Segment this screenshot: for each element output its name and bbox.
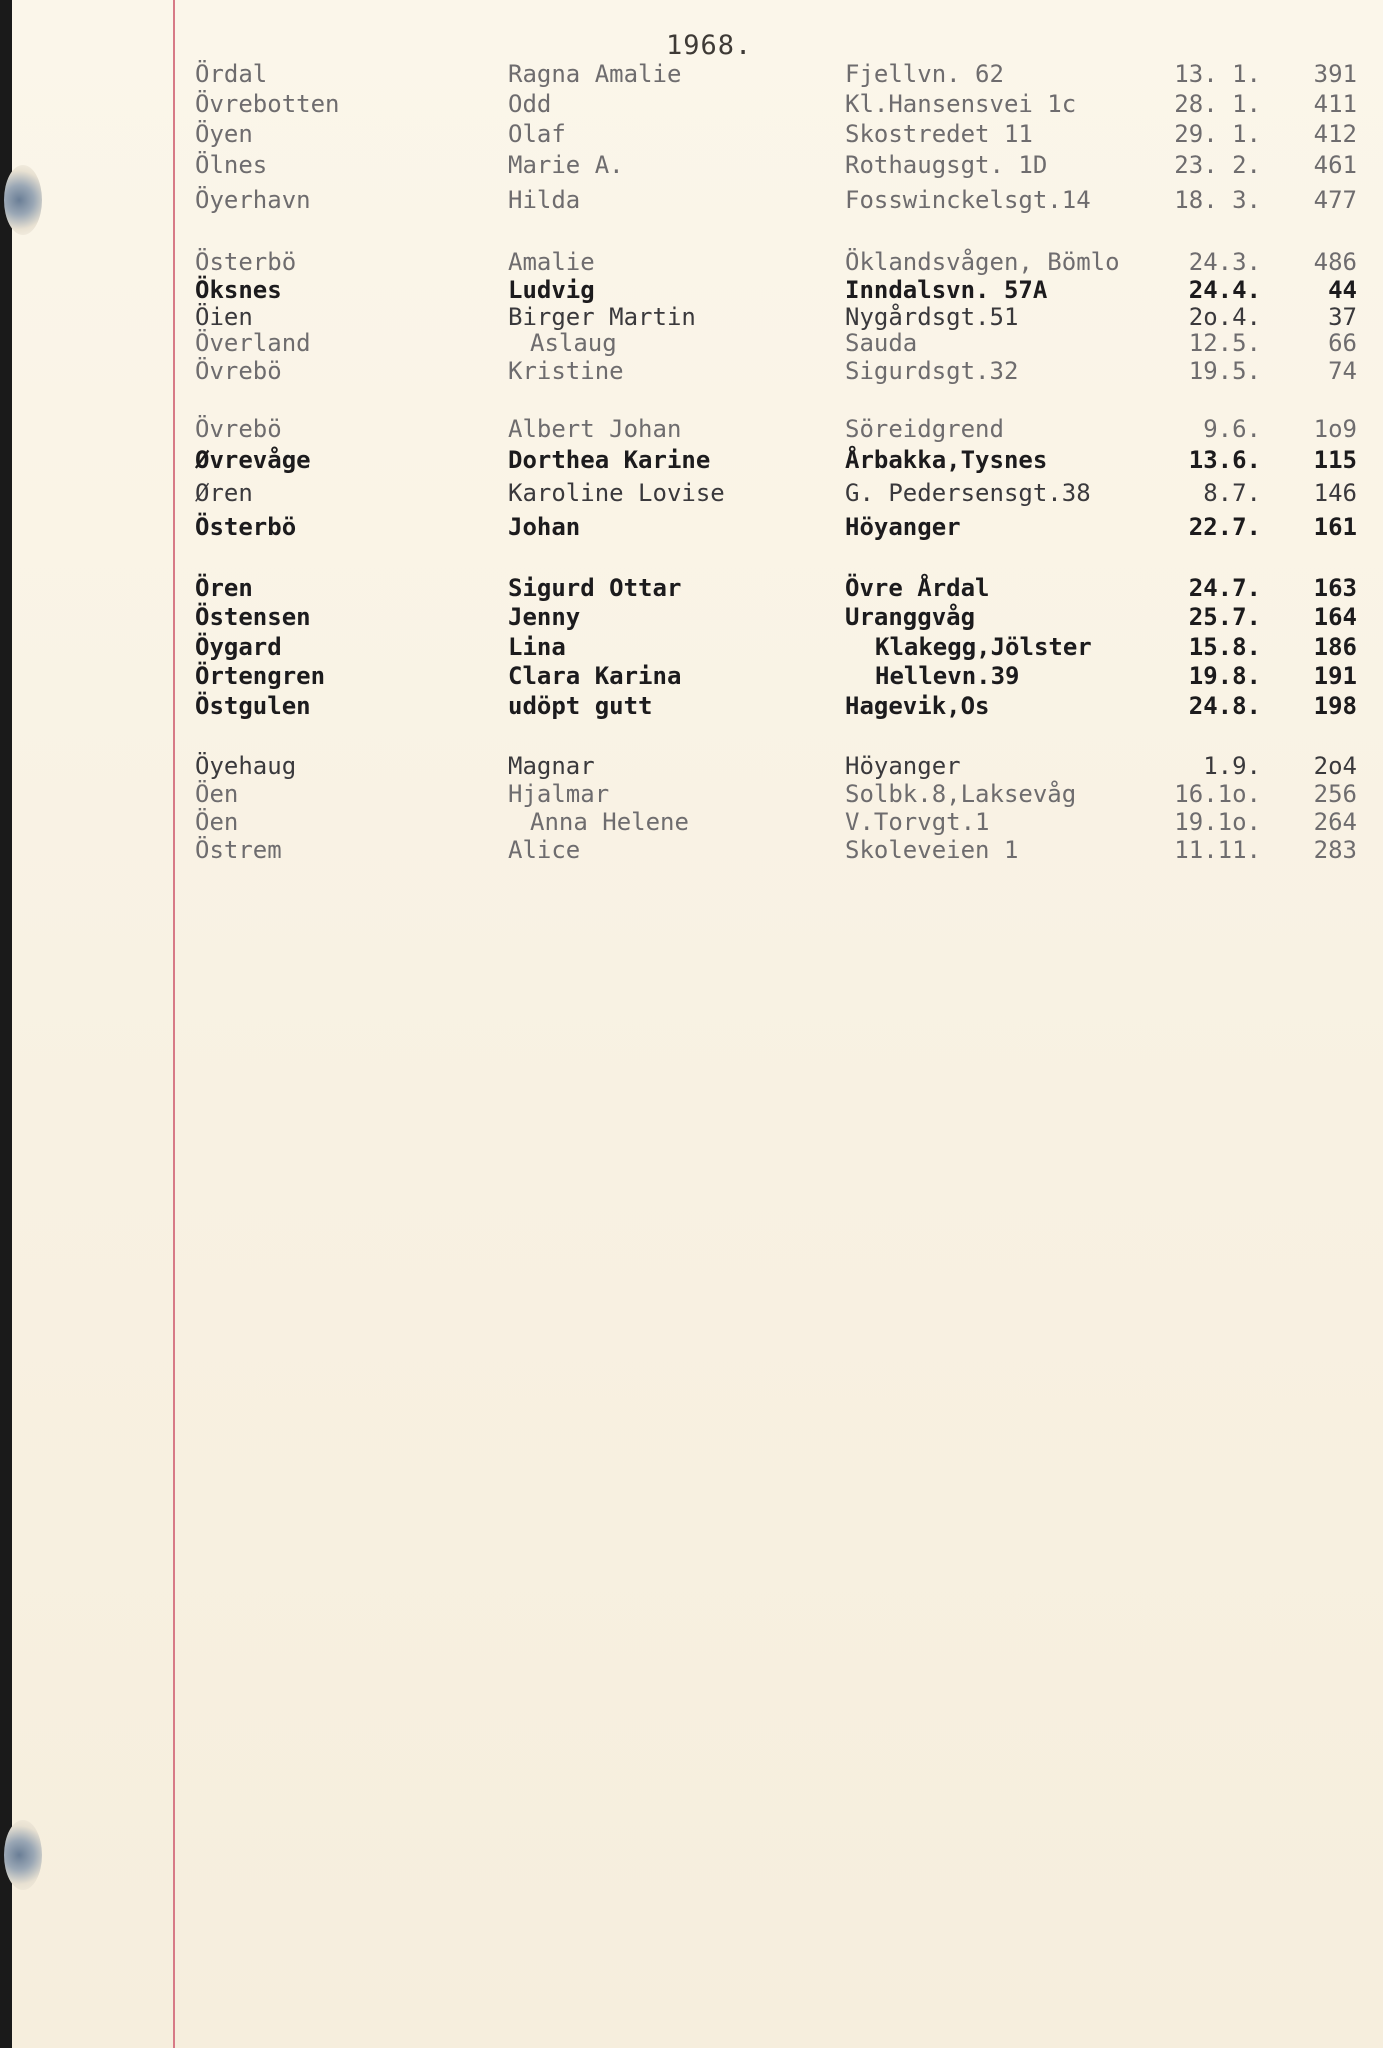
given-name: Kristine (508, 357, 624, 385)
address: Hagevik,Os (845, 692, 990, 720)
address: Höyanger (845, 513, 961, 541)
register-row (0, 329, 1360, 357)
register-row (0, 513, 1360, 541)
register-row (0, 836, 1360, 864)
entry-number: 2o4 (1313, 752, 1357, 780)
entry-number: 461 (1313, 151, 1357, 179)
register-row (0, 574, 1360, 602)
register-row (0, 692, 1360, 720)
given-name: Dorthea Karine (508, 446, 711, 474)
register-row (0, 303, 1360, 331)
date: 24.3. (1188, 248, 1261, 276)
entry-number: 186 (1313, 633, 1357, 661)
given-name: Hilda (508, 186, 581, 214)
surname: Öyehaug (195, 752, 297, 780)
date: 2o.4. (1188, 303, 1261, 331)
date: 16.1o. (1174, 780, 1261, 808)
date: 9.6. (1203, 415, 1261, 443)
given-name: Marie A. (508, 151, 624, 179)
address: Övre Årdal (845, 574, 990, 602)
given-name: Anna Helene (530, 808, 689, 836)
address: Nygårdsgt.51 (845, 303, 1019, 331)
surname: Övrebö (195, 415, 282, 443)
given-name: udöpt gutt (508, 692, 653, 720)
date: 18. 3. (1174, 186, 1261, 214)
date: 24.8. (1188, 692, 1261, 720)
surname: Övrebö (195, 357, 282, 385)
date: 15.8. (1188, 633, 1261, 661)
register-row (0, 446, 1360, 474)
address: Inndalsvn. 57A (845, 276, 1048, 304)
register-row (0, 248, 1360, 276)
entry-number: 256 (1313, 780, 1357, 808)
surname: Öygard (195, 633, 282, 661)
address: Söreidgrend (845, 415, 1004, 443)
date: 28. 1. (1174, 90, 1261, 118)
surname: Öyerhavn (195, 186, 311, 214)
surname: Överland (195, 329, 311, 357)
date: 1.9. (1203, 752, 1261, 780)
given-name: Sigurd Ottar (508, 574, 682, 602)
date: 29. 1. (1174, 120, 1261, 148)
date: 13. 1. (1174, 60, 1261, 88)
given-name: Olaf (508, 120, 566, 148)
date: 12.5. (1188, 329, 1261, 357)
address: Rothaugsgt. 1D (845, 151, 1048, 179)
surname: Östgulen (195, 692, 311, 720)
date: 11.11. (1174, 836, 1261, 864)
address: Fjellvn. 62 (845, 60, 1004, 88)
address: Öklandsvågen, Bömlo (845, 248, 1120, 276)
date: 25.7. (1188, 603, 1261, 631)
given-name: Lina (508, 633, 566, 661)
surname: Ördal (195, 60, 268, 88)
address: Hellevn.39 (875, 662, 1020, 690)
address: Sigurdsgt.32 (845, 357, 1019, 385)
entry-number: 283 (1313, 836, 1357, 864)
address: Skostredet 11 (845, 120, 1033, 148)
entry-number: 146 (1313, 479, 1357, 507)
register-row (0, 780, 1360, 808)
given-name: Albert Johan (508, 415, 682, 443)
given-name: Johan (508, 513, 581, 541)
surname: Øren (195, 479, 253, 507)
given-name: Odd (508, 90, 552, 118)
address: Fosswinckelsgt.14 (845, 186, 1091, 214)
given-name: Aslaug (530, 329, 617, 357)
surname: Öen (195, 780, 239, 808)
entry-number: 411 (1313, 90, 1357, 118)
date: 19.8. (1188, 662, 1261, 690)
register-row (0, 90, 1360, 118)
given-name: Birger Martin (508, 303, 696, 331)
register-row (0, 603, 1360, 631)
register-row (0, 60, 1360, 88)
surname: Ölnes (195, 151, 268, 179)
register-row (0, 752, 1360, 780)
register-row (0, 276, 1360, 304)
register-row (0, 120, 1360, 148)
date: 24.4. (1188, 276, 1261, 304)
register-row (0, 479, 1360, 507)
register-row (0, 808, 1360, 836)
address: Kl.Hansensvei 1c (845, 90, 1077, 118)
date: 24.7. (1188, 574, 1261, 602)
register-row (0, 415, 1360, 443)
address: Höyanger (845, 752, 961, 780)
entry-number: 486 (1313, 248, 1357, 276)
address: V.Torvgt.1 (845, 808, 990, 836)
surname: Ören (195, 574, 253, 602)
date: 19.5. (1188, 357, 1261, 385)
date: 13.6. (1188, 446, 1261, 474)
given-name: Karoline Lovise (508, 479, 725, 507)
entry-number: 198 (1313, 692, 1357, 720)
given-name: Jenny (508, 603, 581, 631)
surname: Øvrevåge (195, 446, 311, 474)
entry-number: 1o9 (1313, 415, 1357, 443)
entry-number: 264 (1313, 808, 1357, 836)
given-name: Magnar (508, 752, 595, 780)
entry-number: 115 (1313, 446, 1357, 474)
surname: Örtengren (195, 662, 326, 690)
register-row (0, 662, 1360, 690)
entry-number: 191 (1313, 662, 1357, 690)
surname: Östrem (195, 836, 282, 864)
entry-number: 37 (1328, 303, 1357, 331)
surname: Öien (195, 303, 253, 331)
address: Sauda (845, 329, 918, 357)
given-name: Ludvig (508, 276, 595, 304)
entry-number: 163 (1313, 574, 1357, 602)
surname: Östensen (195, 603, 311, 631)
date: 23. 2. (1174, 151, 1261, 179)
address: Uranggvåg (845, 603, 976, 631)
address: Skoleveien 1 (845, 836, 1019, 864)
year-heading: 1968. (666, 30, 753, 61)
address: Årbakka,Tysnes (845, 446, 1048, 474)
address: Klakegg,Jölster (875, 633, 1092, 661)
surname: Övrebotten (195, 90, 340, 118)
entry-number: 66 (1328, 329, 1357, 357)
surname: Österbö (195, 513, 297, 541)
surname: Öyen (195, 120, 253, 148)
punch-hole (4, 1820, 42, 1890)
surname: Öen (195, 808, 239, 836)
entry-number: 74 (1328, 357, 1357, 385)
date: 19.1o. (1174, 808, 1261, 836)
entry-number: 164 (1313, 603, 1357, 631)
entry-number: 412 (1313, 120, 1357, 148)
entry-number: 391 (1313, 60, 1357, 88)
register-row (0, 151, 1360, 179)
given-name: Alice (508, 836, 581, 864)
register-row (0, 357, 1360, 385)
date: 22.7. (1188, 513, 1261, 541)
address: G. Pedersensgt.38 (845, 479, 1091, 507)
given-name: Hjalmar (508, 780, 610, 808)
address: Solbk.8,Laksevåg (845, 780, 1077, 808)
entry-number: 161 (1313, 513, 1357, 541)
given-name: Amalie (508, 248, 595, 276)
entry-number: 44 (1328, 276, 1357, 304)
entry-number: 477 (1313, 186, 1357, 214)
surname: Öksnes (195, 276, 282, 304)
register-row (0, 633, 1360, 661)
given-name: Clara Karina (508, 662, 682, 690)
register-row (0, 186, 1360, 214)
given-name: Ragna Amalie (508, 60, 682, 88)
surname: Österbö (195, 248, 297, 276)
date: 8.7. (1203, 479, 1261, 507)
